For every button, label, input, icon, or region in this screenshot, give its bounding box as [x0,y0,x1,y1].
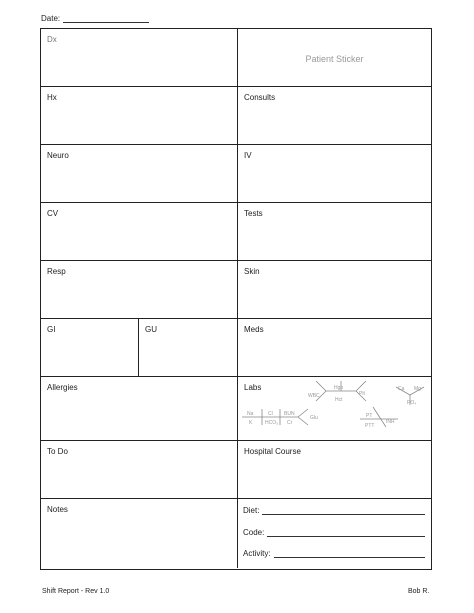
hospital-course-label: Hospital Course [244,447,301,456]
diet-input-line[interactable] [262,505,425,515]
gi-label: GI [47,325,56,334]
date-input-line[interactable] [63,13,149,23]
row-resp [41,261,431,319]
footer-revision: Shift Report - Rev 1.0 [42,588,110,595]
notes-label: Notes [47,505,68,514]
lab-na: Na [247,411,254,417]
row-allergies [41,377,431,441]
gu-cell[interactable] [139,319,238,376]
diet-code-activity-cell [238,499,431,568]
code-field[interactable] [243,527,425,537]
lab-ptt: PTT [365,423,375,429]
code-input-line[interactable] [267,527,425,537]
lab-hgb: Hgb [334,385,344,391]
lab-hct: Hct [335,397,343,403]
resp-cell[interactable] [41,261,238,318]
gu-label: GU [145,325,157,334]
to-do-label: To Do [47,447,68,456]
meds-label: Meds [244,325,264,334]
cv-label: CV [47,209,59,218]
cv-cell[interactable] [41,203,238,260]
diet-label: Diet: [243,506,260,515]
footer-author: Bob R. [408,588,430,595]
row-dx [41,29,431,87]
row-cv [41,203,431,261]
hospital-course-cell[interactable] [238,441,431,498]
iv-label: IV [244,151,252,160]
lab-ca: Ca [398,386,405,392]
lab-cl: Cl [268,411,273,417]
lab-hco3: HCO₃ [265,420,279,426]
allergies-cell[interactable] [41,377,238,440]
lab-bun: BUN [284,411,295,417]
lab-inr: INR [386,419,395,425]
consults-label: Consults [244,93,276,102]
row-to-do [41,441,431,499]
shift-report-grid [40,28,432,570]
row-neuro [41,145,431,203]
resp-label: Resp [47,267,66,276]
meds-cell[interactable] [238,319,431,376]
labs-cell[interactable] [238,377,431,440]
neuro-cell[interactable] [41,145,238,202]
code-label: Code: [243,528,265,537]
lab-glu: Glu [310,415,318,421]
allergies-label: Allergies [47,383,78,392]
skin-cell[interactable] [238,261,431,318]
dx-cell[interactable] [41,29,238,86]
consults-cell[interactable] [238,87,431,144]
to-do-cell[interactable] [41,441,238,498]
patient-sticker-cell [238,29,431,86]
lab-wbc: WBC [308,393,320,399]
hx-label: Hx [47,93,57,102]
diet-field[interactable] [243,505,425,515]
lab-plt: Plt [359,391,365,397]
lab-po4: PO₄ [407,400,417,406]
neuro-label: Neuro [47,151,69,160]
labs-label: Labs [244,383,262,392]
date-field [41,13,149,23]
dx-label: Dx [47,35,57,44]
hx-cell[interactable] [41,87,238,144]
date-label: Date: [41,14,61,23]
patient-sticker-label: Patient Sticker [305,54,364,64]
skin-label: Skin [244,267,260,276]
gi-cell[interactable] [41,319,139,376]
iv-cell[interactable] [238,145,431,202]
lab-mg: Mg [414,386,421,392]
activity-field[interactable] [243,548,425,558]
row-gi-gu [41,319,431,377]
lab-k: K [249,420,253,426]
tests-cell[interactable] [238,203,431,260]
lab-cr: Cr [287,420,293,426]
labs-fishbone-diagram [238,377,432,441]
activity-label: Activity: [243,549,271,558]
lab-pt: PT [366,413,373,419]
activity-input-line[interactable] [274,548,425,558]
row-notes [41,499,431,568]
tests-label: Tests [244,209,263,218]
notes-cell[interactable] [41,499,238,568]
row-hx [41,87,431,145]
